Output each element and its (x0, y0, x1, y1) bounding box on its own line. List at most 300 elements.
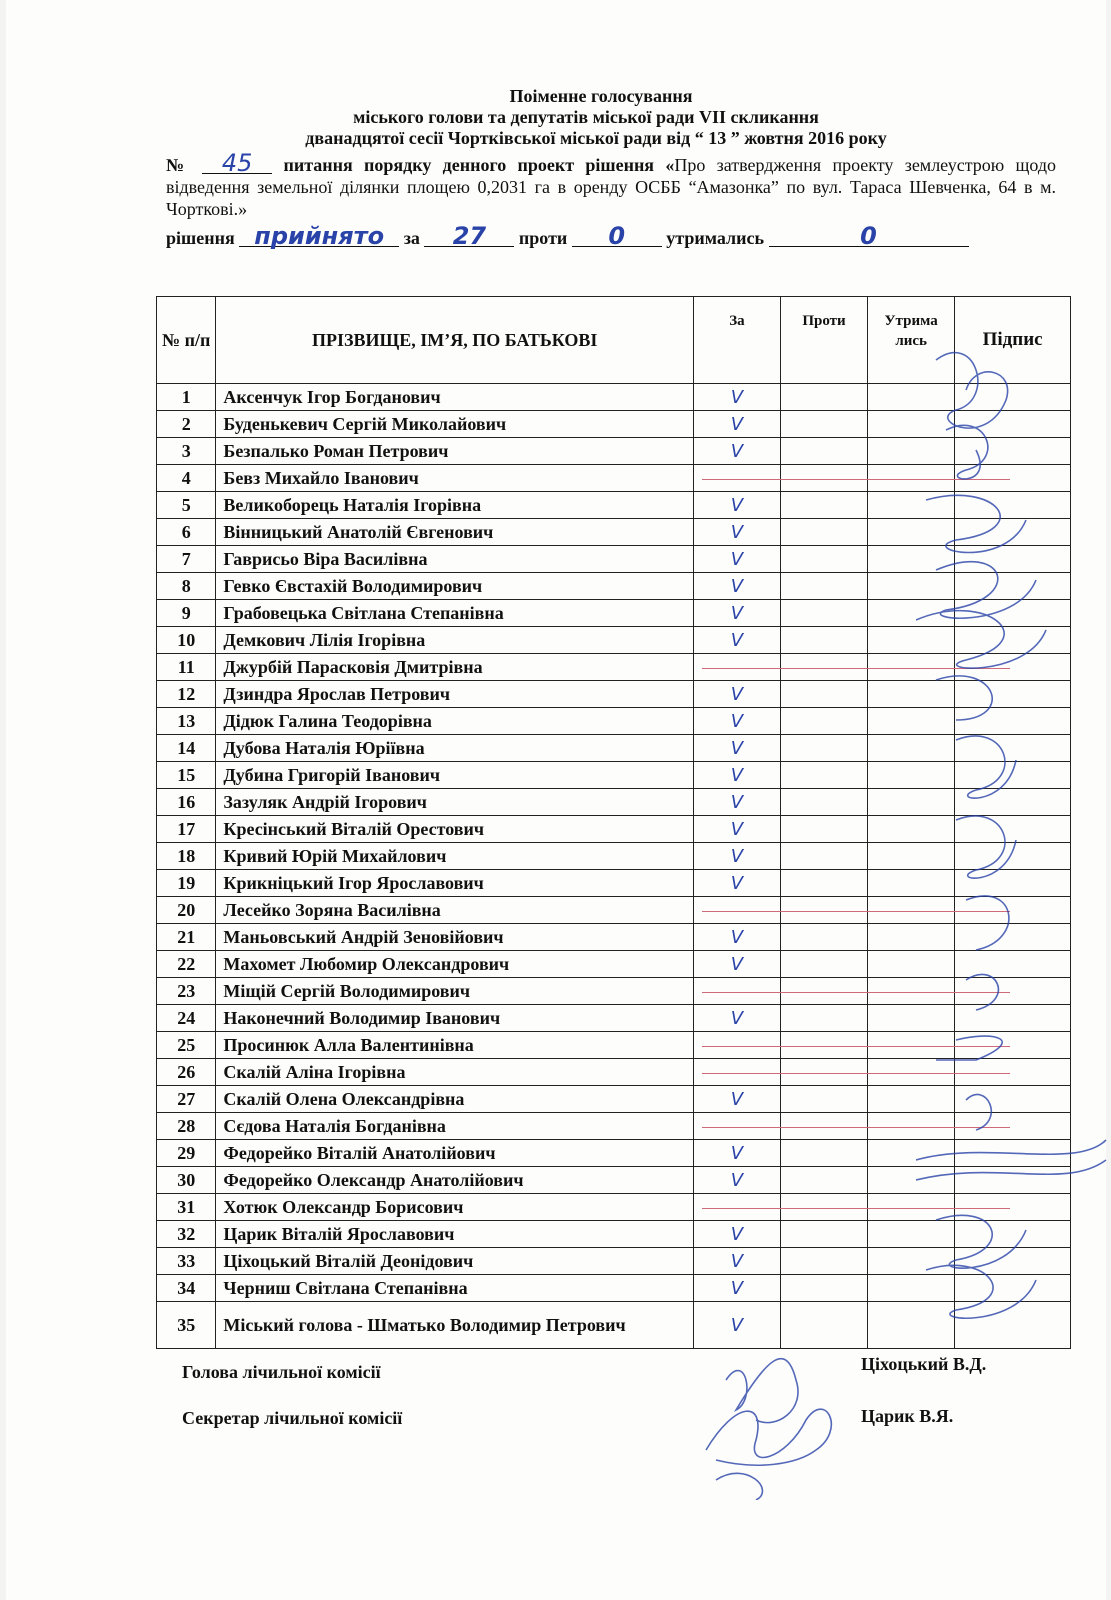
table-row (157, 1194, 1071, 1221)
row-for (693, 735, 780, 762)
table-row (157, 654, 1071, 681)
question-paragraph (166, 149, 1057, 220)
row-abstain (868, 1221, 955, 1248)
table-body (157, 384, 1071, 1349)
row-against (781, 789, 868, 816)
decision-result-handwritten: прийнято (239, 226, 399, 247)
chair-name: Ціхоцький В.Д. (861, 1354, 987, 1374)
row-against (781, 384, 868, 411)
row-name: Кресінський Віталій Орестович (216, 816, 693, 843)
row-abstain (868, 1275, 955, 1302)
check-mark: V (730, 1088, 744, 1110)
row-abstain (868, 735, 955, 762)
row-abstain (868, 897, 955, 924)
row-against (781, 681, 868, 708)
row-name: Міщій Сергій Володимирович (216, 978, 693, 1005)
row-against (781, 762, 868, 789)
row-abstain (868, 1140, 955, 1167)
row-abstain (868, 681, 955, 708)
table-row (157, 438, 1071, 465)
row-for (693, 1059, 780, 1086)
row-for (693, 1248, 780, 1275)
row-signature (955, 1113, 1071, 1140)
question-number-handwritten: 45 (202, 153, 272, 174)
row-signature (955, 978, 1071, 1005)
row-for (693, 708, 780, 735)
row-signature (955, 1275, 1071, 1302)
row-number: 6 (157, 519, 216, 546)
decision-line (166, 222, 1066, 250)
check-mark: V (730, 953, 744, 975)
question-text: Про затвердження проекту землеустрою щодо відведення земельної ділянки площею 0,2031 га в оренду ОСББ “Амазонка” по вул. Тараса Шевченка, 64 в м. Чорткові.» (166, 155, 1057, 219)
row-signature (955, 573, 1071, 600)
row-for (693, 924, 780, 951)
table-row (157, 1032, 1071, 1059)
row-against (781, 492, 868, 519)
row-name: Безпалько Роман Петрович (216, 438, 693, 465)
row-against (781, 627, 868, 654)
row-name: Сєдова Наталія Богданівна (216, 1113, 693, 1140)
row-name: Ціхоцький Віталій Деонідович (216, 1248, 693, 1275)
row-name: Великоборець Наталія Ігорівна (216, 492, 693, 519)
row-number: 8 (157, 573, 216, 600)
row-for (693, 519, 780, 546)
session-line: дванадцятої сесії Чортківської міської ради від “ 13 ” жовтня 2016 року (305, 128, 887, 148)
row-against (781, 654, 868, 681)
row-number: 18 (157, 843, 216, 870)
row-for (693, 411, 780, 438)
voting-table (156, 296, 1071, 1349)
check-mark: V (730, 1277, 744, 1299)
row-signature (955, 735, 1071, 762)
row-number: 30 (157, 1167, 216, 1194)
row-signature (955, 1032, 1071, 1059)
row-for (693, 546, 780, 573)
row-abstain (868, 951, 955, 978)
row-signature (955, 1059, 1071, 1086)
row-against (781, 735, 868, 762)
table-row (157, 1275, 1071, 1302)
table-row (157, 546, 1071, 573)
check-mark: V (730, 386, 744, 408)
row-abstain (868, 1194, 955, 1221)
row-for (693, 1275, 780, 1302)
row-name: Лесейко Зоряна Василівна (216, 897, 693, 924)
document-page (6, 0, 1106, 1600)
row-for (693, 789, 780, 816)
check-mark: V (730, 440, 744, 462)
row-against (781, 519, 868, 546)
row-for (693, 816, 780, 843)
row-signature (955, 411, 1071, 438)
row-signature (955, 1194, 1071, 1221)
row-abstain (868, 789, 955, 816)
row-signature (955, 816, 1071, 843)
row-signature (955, 1086, 1071, 1113)
row-name: Скалій Олена Олександрівна (216, 1086, 693, 1113)
commission-signatures (696, 1340, 876, 1500)
row-abstain (868, 573, 955, 600)
row-against (781, 1275, 868, 1302)
row-number: 13 (157, 708, 216, 735)
row-abstain (868, 627, 955, 654)
table-row (157, 951, 1071, 978)
table-row (157, 681, 1071, 708)
row-signature (955, 870, 1071, 897)
row-abstain (868, 438, 955, 465)
row-for (693, 1086, 780, 1113)
row-for (693, 1221, 780, 1248)
row-signature (955, 600, 1071, 627)
row-against (781, 1140, 868, 1167)
row-signature (955, 843, 1071, 870)
row-against (781, 573, 868, 600)
row-for (693, 492, 780, 519)
row-name: Хотюк Олександр Борисович (216, 1194, 693, 1221)
row-against (781, 1059, 868, 1086)
row-number: 28 (157, 1113, 216, 1140)
row-abstain (868, 519, 955, 546)
row-name: Дзиндра Ярослав Петрович (216, 681, 693, 708)
row-abstain (868, 870, 955, 897)
row-for (693, 1194, 780, 1221)
row-abstain (868, 1113, 955, 1140)
table-row (157, 573, 1071, 600)
row-for (693, 627, 780, 654)
check-mark: V (730, 764, 744, 786)
row-against (781, 816, 868, 843)
row-abstain (868, 1248, 955, 1275)
row-against (781, 1086, 868, 1113)
row-signature (955, 1167, 1071, 1194)
row-signature (955, 546, 1071, 573)
row-signature (955, 627, 1071, 654)
check-mark: V (730, 737, 744, 759)
row-for (693, 897, 780, 924)
row-number: 32 (157, 1221, 216, 1248)
row-number: 1 (157, 384, 216, 411)
row-number: 14 (157, 735, 216, 762)
row-name: Гевко Євстахій Володимирович (216, 573, 693, 600)
row-for (693, 870, 780, 897)
table-row (157, 1302, 1071, 1349)
row-signature (955, 1140, 1071, 1167)
row-against (781, 843, 868, 870)
row-for (693, 600, 780, 627)
row-against (781, 1005, 868, 1032)
row-abstain (868, 1059, 955, 1086)
row-name: Демкович Лілія Ігорівна (216, 627, 693, 654)
decision-for-label: за (403, 228, 420, 248)
table-row (157, 1221, 1071, 1248)
decision-against-label: проти (518, 228, 568, 248)
row-against (781, 1248, 868, 1275)
row-name: Зазуляк Андрій Ігорович (216, 789, 693, 816)
row-name: Міський голова - Шматько Володимир Петрович (216, 1302, 693, 1349)
row-name: Федорейко Віталій Анатолійович (216, 1140, 693, 1167)
check-mark: V (730, 818, 744, 840)
row-name: Дідюк Галина Теодорівна (216, 708, 693, 735)
row-for (693, 1167, 780, 1194)
row-number: 4 (157, 465, 216, 492)
document-subtitle: міського голови та депутатів міської ради VII скликання (353, 107, 819, 127)
table-header-row (157, 297, 1071, 384)
check-mark: V (730, 1007, 744, 1029)
row-signature (955, 654, 1071, 681)
row-number: 16 (157, 789, 216, 816)
table-row (157, 384, 1071, 411)
row-signature (955, 465, 1071, 492)
check-mark: V (730, 683, 744, 705)
header-abstain: Утрима лись (868, 297, 955, 384)
row-signature (955, 708, 1071, 735)
row-number: 25 (157, 1032, 216, 1059)
row-abstain (868, 600, 955, 627)
table-row (157, 708, 1071, 735)
row-name: Просинюк Алла Валентинівна (216, 1032, 693, 1059)
row-number: 35 (157, 1302, 216, 1349)
row-name: Дубина Григорій Іванович (216, 762, 693, 789)
row-signature (955, 519, 1071, 546)
chair-label: Голова лічильної комісії (182, 1362, 381, 1382)
row-for (693, 1032, 780, 1059)
row-name: Царик Віталій Ярославович (216, 1221, 693, 1248)
row-signature (955, 951, 1071, 978)
row-against (781, 600, 868, 627)
row-for (693, 384, 780, 411)
row-signature (955, 1302, 1071, 1349)
check-mark: V (730, 1169, 744, 1191)
row-number: 21 (157, 924, 216, 951)
table-row (157, 870, 1071, 897)
row-number: 33 (157, 1248, 216, 1275)
check-mark: V (730, 494, 744, 516)
row-number: 11 (157, 654, 216, 681)
check-mark: V (730, 710, 744, 732)
row-number: 17 (157, 816, 216, 843)
row-abstain (868, 708, 955, 735)
row-number: 9 (157, 600, 216, 627)
header-for: За (693, 297, 780, 384)
document-header (166, 86, 1066, 249)
row-against (781, 870, 868, 897)
row-signature (955, 924, 1071, 951)
table-row (157, 1167, 1071, 1194)
row-against (781, 546, 868, 573)
check-mark: V (730, 1314, 744, 1336)
row-name: Вінницький Анатолій Євгенович (216, 519, 693, 546)
row-against (781, 438, 868, 465)
row-for (693, 654, 780, 681)
row-number: 19 (157, 870, 216, 897)
row-abstain (868, 978, 955, 1005)
table-row (157, 411, 1071, 438)
row-number: 2 (157, 411, 216, 438)
row-against (781, 1194, 868, 1221)
question-text-bold: питання порядку денного проект рішення « (283, 155, 675, 175)
row-against (781, 924, 868, 951)
row-number: 12 (157, 681, 216, 708)
row-for (693, 951, 780, 978)
table-row (157, 1113, 1071, 1140)
row-abstain (868, 816, 955, 843)
row-name: Наконечний Володимир Іванович (216, 1005, 693, 1032)
row-name: Маньовський Андрій Зеновійович (216, 924, 693, 951)
table-row (157, 924, 1071, 951)
row-abstain (868, 843, 955, 870)
row-name: Грабовецька Світлана Степанівна (216, 600, 693, 627)
row-abstain (868, 384, 955, 411)
row-signature (955, 438, 1071, 465)
row-number: 7 (157, 546, 216, 573)
row-name: Бевз Михайло Іванович (216, 465, 693, 492)
row-signature (955, 492, 1071, 519)
check-mark: V (730, 548, 744, 570)
row-number: 34 (157, 1275, 216, 1302)
check-mark: V (730, 629, 744, 651)
row-for (693, 438, 780, 465)
row-signature (955, 897, 1071, 924)
row-against (781, 978, 868, 1005)
table-row (157, 519, 1071, 546)
table-row (157, 465, 1071, 492)
row-number: 26 (157, 1059, 216, 1086)
decision-against-count: 0 (572, 226, 662, 247)
decision-label: рішення (166, 228, 235, 248)
row-number: 31 (157, 1194, 216, 1221)
row-against (781, 897, 868, 924)
row-for (693, 843, 780, 870)
row-signature (955, 1221, 1071, 1248)
table-row (157, 789, 1071, 816)
check-mark: V (730, 1142, 744, 1164)
header-num: № п/п (157, 297, 216, 384)
table-row (157, 1059, 1071, 1086)
row-number: 5 (157, 492, 216, 519)
table-row (157, 762, 1071, 789)
row-number: 10 (157, 627, 216, 654)
row-name: Джурбій Парасковія Дмитрівна (216, 654, 693, 681)
row-abstain (868, 465, 955, 492)
row-name: Махомет Любомир Олександрович (216, 951, 693, 978)
row-name: Гаврисьо Віра Василівна (216, 546, 693, 573)
row-against (781, 1113, 868, 1140)
table-row (157, 978, 1071, 1005)
row-number: 20 (157, 897, 216, 924)
question-num-prefix: № (166, 155, 191, 175)
row-abstain (868, 492, 955, 519)
row-abstain (868, 1302, 955, 1349)
row-number: 29 (157, 1140, 216, 1167)
row-number: 22 (157, 951, 216, 978)
check-mark: V (730, 575, 744, 597)
row-number: 23 (157, 978, 216, 1005)
row-signature (955, 681, 1071, 708)
table-row (157, 600, 1071, 627)
row-abstain (868, 1032, 955, 1059)
row-name: Дубова Наталія Юріївна (216, 735, 693, 762)
decision-abstain-count: 0 (769, 226, 969, 247)
check-mark: V (730, 872, 744, 894)
row-abstain (868, 1167, 955, 1194)
row-signature (955, 789, 1071, 816)
header-signature: Підпис (955, 297, 1071, 384)
row-name: Крикніцький Ігор Ярославович (216, 870, 693, 897)
table-row (157, 627, 1071, 654)
row-signature (955, 762, 1071, 789)
header-against: Проти (781, 297, 868, 384)
header-name: ПРІЗВИЩЕ, ІМ’Я, ПО БАТЬКОВІ (216, 297, 693, 384)
table-row (157, 735, 1071, 762)
row-abstain (868, 654, 955, 681)
table-row (157, 816, 1071, 843)
row-for (693, 681, 780, 708)
check-mark: V (730, 845, 744, 867)
row-name: Черниш Світлана Степанівна (216, 1275, 693, 1302)
row-against (781, 1221, 868, 1248)
decision-abstain-label: утримались (666, 228, 764, 248)
table-row (157, 897, 1071, 924)
document-title: Поіменне голосування (509, 86, 693, 106)
row-for (693, 1113, 780, 1140)
row-abstain (868, 1005, 955, 1032)
row-against (781, 465, 868, 492)
table-row (157, 843, 1071, 870)
row-name: Федорейко Олександр Анатолійович (216, 1167, 693, 1194)
row-name: Кривий Юрій Михайлович (216, 843, 693, 870)
row-abstain (868, 762, 955, 789)
decision-for-count: 27 (424, 226, 514, 247)
row-against (781, 411, 868, 438)
row-number: 15 (157, 762, 216, 789)
table-row (157, 492, 1071, 519)
row-for (693, 1005, 780, 1032)
row-against (781, 1167, 868, 1194)
row-for (693, 465, 780, 492)
row-signature (955, 384, 1071, 411)
check-mark: V (730, 791, 744, 813)
row-against (781, 1032, 868, 1059)
check-mark: V (730, 521, 744, 543)
row-number: 24 (157, 1005, 216, 1032)
row-signature (955, 1005, 1071, 1032)
row-against (781, 708, 868, 735)
secretary-label: Секретар лічильної комісії (182, 1408, 403, 1428)
row-abstain (868, 924, 955, 951)
check-mark: V (730, 413, 744, 435)
row-name: Буденькевич Сергій Миколайович (216, 411, 693, 438)
row-name: Аксенчук Ігор Богданович (216, 384, 693, 411)
secretary-name: Царик В.Я. (861, 1406, 954, 1426)
row-against (781, 951, 868, 978)
row-abstain (868, 1086, 955, 1113)
row-number: 3 (157, 438, 216, 465)
row-number: 27 (157, 1086, 216, 1113)
check-mark: V (730, 1250, 744, 1272)
table-row (157, 1140, 1071, 1167)
check-mark: V (730, 926, 744, 948)
check-mark: V (730, 602, 744, 624)
row-for (693, 1140, 780, 1167)
row-name: Скалій Аліна Ігорівна (216, 1059, 693, 1086)
table-row (157, 1086, 1071, 1113)
table-row (157, 1248, 1071, 1275)
row-for (693, 762, 780, 789)
row-for (693, 978, 780, 1005)
row-abstain (868, 411, 955, 438)
check-mark: V (730, 1223, 744, 1245)
row-abstain (868, 546, 955, 573)
